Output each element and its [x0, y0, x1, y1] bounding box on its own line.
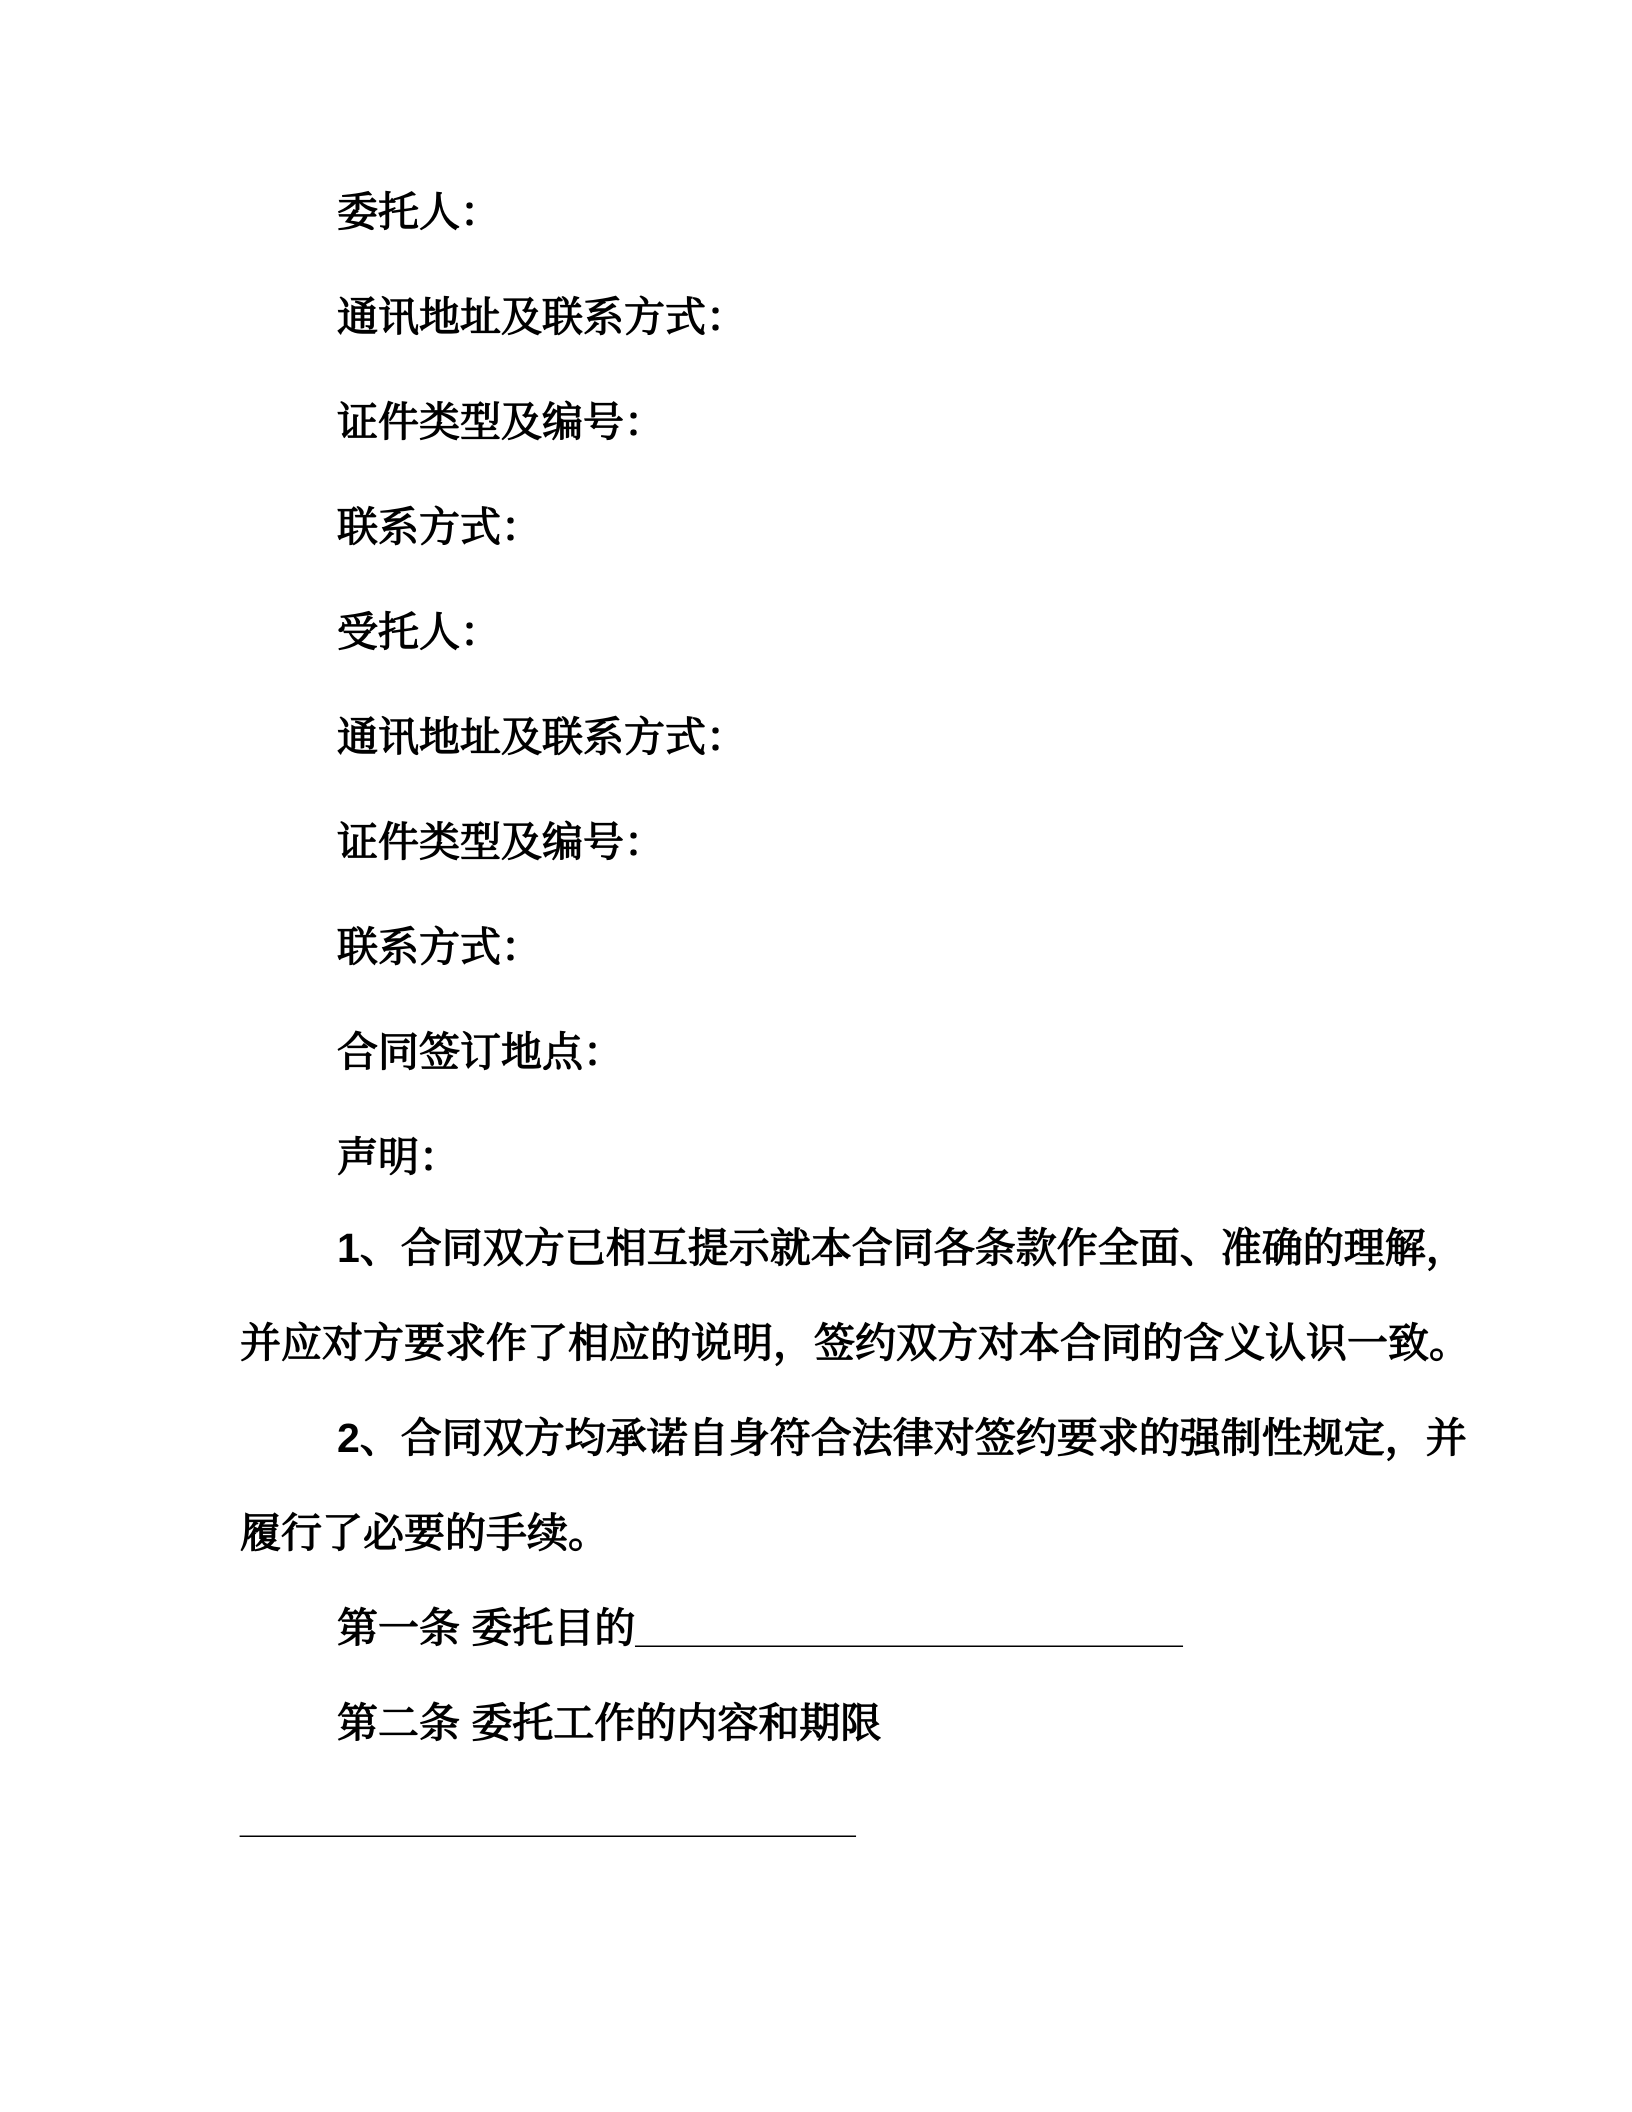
declaration-item-2-line-1: 2、合同双方均承诺自身符合法律对签约要求的强制性规定，并 [337, 1415, 1467, 1461]
article-2-scope-term-line: 第二条 委托工作的内容和期限 [337, 1700, 882, 1746]
trustee-id-type-number-label: 证件类型及编号： [337, 819, 665, 865]
declaration-and-articles-section [240, 1201, 1470, 1866]
declaration-item-1-line-1: 1、合同双方已相互提示就本合同各条款作全面、准确的理解， [337, 1225, 1467, 1271]
principal-address-contact-label: 通讯地址及联系方式： [337, 294, 747, 340]
declaration-item-1-line-2: 并应对方要求作了相应的说明，签约双方对本合同的含义认识一致。 [240, 1320, 1470, 1366]
principal-contact-label: 联系方式： [337, 504, 542, 550]
principal-id-type-number-label: 证件类型及编号： [337, 399, 665, 445]
declaration-heading: 声明： [337, 1134, 460, 1180]
principal-label: 委托人： [337, 189, 501, 235]
trustee-address-contact-label: 通讯地址及联系方式： [337, 714, 747, 760]
trustee-label: 受托人： [337, 609, 501, 655]
article-2-blank-fill-line: ___________________________ [240, 1795, 856, 1841]
party-info-section [240, 160, 1462, 1210]
declaration-item-2-line-2: 履行了必要的手续。 [240, 1510, 609, 1556]
trustee-contact-label: 联系方式： [337, 924, 542, 970]
signing-place-label: 合同签订地点： [337, 1029, 624, 1075]
article-1-purpose-line: 第一条 委托目的________________________ [337, 1605, 1183, 1651]
